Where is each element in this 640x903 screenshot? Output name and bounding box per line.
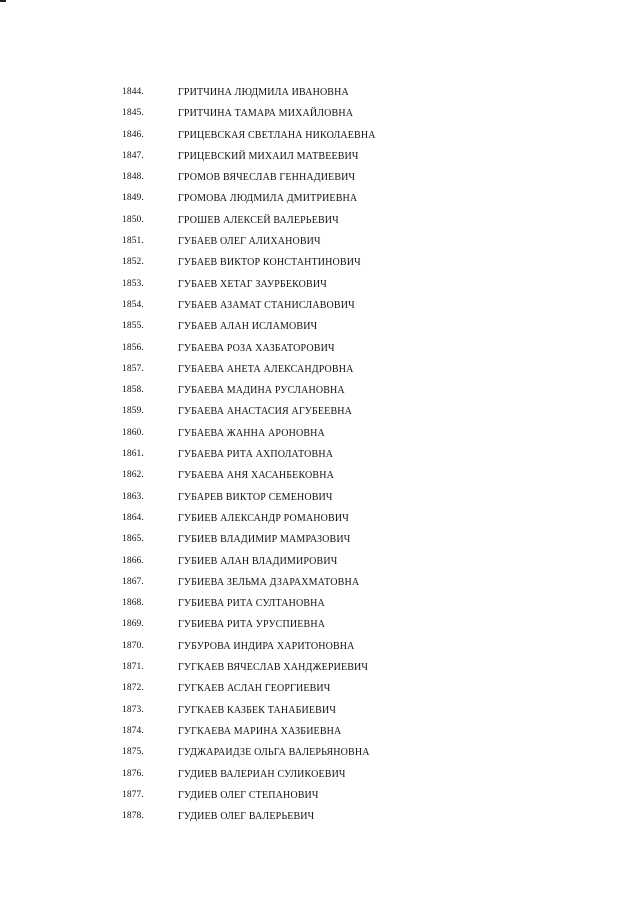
list-item bbox=[0, 636, 640, 657]
entry-name: ГУБИЕВА ЗЕЛЬМА ДЗАРАХМАТОВНА bbox=[178, 576, 360, 588]
list-item bbox=[0, 487, 640, 508]
list-item bbox=[0, 338, 640, 359]
entry-number: 1874. bbox=[122, 725, 144, 736]
entry-number: 1868. bbox=[122, 598, 144, 609]
list-item bbox=[0, 444, 640, 465]
entry-name: ГУГКАЕВ КАЗБЕК ТАНАБИЕВИЧ bbox=[178, 704, 336, 716]
list-item bbox=[0, 742, 640, 763]
list-item bbox=[0, 572, 640, 593]
list-item bbox=[0, 785, 640, 806]
list-item bbox=[0, 593, 640, 614]
entry-number: 1876. bbox=[122, 768, 144, 779]
entry-name: ГУБАЕВА РОЗА ХАЗБАТОРОВИЧ bbox=[178, 342, 335, 354]
entry-name: ГРОМОВ ВЯЧЕСЛАВ ГЕННАДИЕВИЧ bbox=[178, 172, 356, 184]
entry-number: 1853. bbox=[122, 278, 144, 289]
entry-number: 1844. bbox=[122, 87, 144, 97]
entry-number: 1869. bbox=[122, 619, 144, 630]
list-item bbox=[0, 231, 640, 252]
entry-number: 1848. bbox=[122, 172, 144, 183]
entry-number: 1860. bbox=[122, 427, 144, 438]
entry-name: ГРИТЧИНА ЛЮДМИЛА ИВАНОВНА bbox=[178, 87, 349, 98]
entry-name: ГРОМОВА ЛЮДМИЛА ДМИТРИЕВНА bbox=[178, 193, 358, 205]
entry-number: 1878. bbox=[122, 811, 144, 822]
list-item bbox=[0, 700, 640, 721]
entry-number: 1849. bbox=[122, 193, 144, 204]
entry-number: 1863. bbox=[122, 491, 144, 502]
list-item bbox=[0, 252, 640, 273]
entry-name: ГУГКАЕВ АСЛАН ГЕОРГИЕВИЧ bbox=[178, 683, 331, 695]
entry-number: 1877. bbox=[122, 789, 144, 800]
list-item bbox=[0, 125, 640, 146]
entry-name: ГУБАЕВА АНЯ ХАСАНБЕКОВНА bbox=[178, 470, 334, 482]
scan-corner-mark bbox=[0, 0, 6, 2]
entry-name: ГУБИЕВ ВЛАДИМИР МАМРАЗОВИЧ bbox=[178, 534, 351, 546]
entry-number: 1875. bbox=[122, 747, 144, 758]
entry-name: ГУБАЕВА МАДИНА РУСЛАНОВНА bbox=[178, 385, 345, 397]
list-item bbox=[0, 678, 640, 699]
list-item bbox=[0, 380, 640, 401]
entry-number: 1865. bbox=[122, 534, 144, 545]
list-item bbox=[0, 657, 640, 678]
list-item bbox=[0, 359, 640, 380]
entry-name: ГУБАЕВ ОЛЕГ АЛИХАНОВИЧ bbox=[178, 236, 321, 248]
entry-name: ГУБАЕВ АЗАМАТ СТАНИСЛАВОВИЧ bbox=[178, 299, 355, 311]
entry-number: 1854. bbox=[122, 299, 144, 310]
list-item bbox=[0, 764, 640, 785]
entry-number: 1866. bbox=[122, 555, 144, 566]
list-item bbox=[0, 423, 640, 444]
list-item bbox=[0, 806, 640, 827]
entry-number: 1871. bbox=[122, 662, 144, 673]
entry-number: 1846. bbox=[122, 129, 144, 140]
entry-number: 1864. bbox=[122, 512, 144, 523]
list-item bbox=[0, 316, 640, 337]
entry-number: 1852. bbox=[122, 257, 144, 268]
entry-name: ГУДИЕВ ВАЛЕРИАН СУЛИКОЕВИЧ bbox=[178, 768, 346, 780]
entry-number: 1873. bbox=[122, 704, 144, 715]
entry-number: 1855. bbox=[122, 321, 144, 332]
entry-number: 1845. bbox=[122, 108, 144, 119]
list-item bbox=[0, 551, 640, 572]
entry-number: 1850. bbox=[122, 214, 144, 225]
entry-name: ГУБИЕВ АЛЕКСАНДР РОМАНОВИЧ bbox=[178, 512, 349, 524]
list-item bbox=[0, 103, 640, 124]
list-item bbox=[0, 529, 640, 550]
list-item bbox=[0, 82, 640, 103]
list-item bbox=[0, 188, 640, 209]
list-item bbox=[0, 465, 640, 486]
list-item bbox=[0, 401, 640, 422]
entry-number: 1859. bbox=[122, 406, 144, 417]
entry-number: 1861. bbox=[122, 449, 144, 460]
list-item bbox=[0, 508, 640, 529]
entry-name: ГУГКАЕВ ВЯЧЕСЛАВ ХАНДЖЕРИЕВИЧ bbox=[178, 662, 369, 674]
entry-number: 1857. bbox=[122, 363, 144, 374]
entry-number: 1851. bbox=[122, 236, 144, 247]
entry-name: ГУБИЕВ АЛАН ВЛАДИМИРОВИЧ bbox=[178, 555, 338, 567]
entry-name: ГУБАЕВА РИТА АХПОЛАТОВНА bbox=[178, 449, 334, 461]
entry-name: ГУДИЕВ ОЛЕГ СТЕПАНОВИЧ bbox=[178, 789, 319, 801]
entry-number: 1870. bbox=[122, 640, 144, 651]
entry-number: 1867. bbox=[122, 576, 144, 587]
list-item bbox=[0, 614, 640, 635]
entry-number: 1862. bbox=[122, 470, 144, 481]
entry-name: ГРОШЕВ АЛЕКСЕЙ ВАЛЕРЬЕВИЧ bbox=[178, 214, 339, 226]
list-item bbox=[0, 721, 640, 742]
list-item bbox=[0, 167, 640, 188]
entry-name: ГУГКАЕВА МАРИНА ХАЗБИЕВНА bbox=[178, 725, 342, 737]
entry-number: 1856. bbox=[122, 342, 144, 353]
list-item bbox=[0, 295, 640, 316]
name-list bbox=[0, 82, 640, 827]
entry-name: ГУБАЕВ ХЕТАГ ЗАУРБЕКОВИЧ bbox=[178, 278, 327, 290]
entry-name: ГУБИЕВА РИТА УРУСПИЕВНА bbox=[178, 619, 326, 631]
entry-name: ГУБАЕВА АНЕТА АЛЕКСАНДРОВНА bbox=[178, 363, 354, 375]
entry-name: ГУБАРЕВ ВИКТОР СЕМЕНОВИЧ bbox=[178, 491, 333, 503]
entry-name: ГУБУРОВА ИНДИРА ХАРИТОНОВНА bbox=[178, 640, 355, 652]
list-item bbox=[0, 210, 640, 231]
entry-name: ГУБАЕВ ВИКТОР КОНСТАНТИНОВИЧ bbox=[178, 257, 361, 269]
entry-name: ГРИТЧИНА ТАМАРА МИХАЙЛОВНА bbox=[178, 108, 354, 120]
entry-name: ГУДЖАРАИДЗЕ ОЛЬГА ВАЛЕРЬЯНОВНА bbox=[178, 747, 370, 759]
entry-number: 1872. bbox=[122, 683, 144, 694]
entry-name: ГРИЦЕВСКИЙ МИХАИЛ МАТВЕЕВИЧ bbox=[178, 150, 359, 162]
entry-name: ГУДИЕВ ОЛЕГ ВАЛЕРЬЕВИЧ bbox=[178, 811, 315, 823]
entry-number: 1847. bbox=[122, 150, 144, 161]
entry-name: ГУБАЕВ АЛАН ИСЛАМОВИЧ bbox=[178, 321, 318, 333]
list-item bbox=[0, 274, 640, 295]
entry-number: 1858. bbox=[122, 385, 144, 396]
entry-name: ГУБАЕВА АНАСТАСИЯ АГУБЕЕВНА bbox=[178, 406, 353, 418]
entry-name: ГУБАЕВА ЖАННА АРОНОВНА bbox=[178, 427, 325, 439]
entry-name: ГУБИЕВА РИТА СУЛТАНОВНА bbox=[178, 598, 325, 610]
list-item bbox=[0, 146, 640, 167]
entry-name: ГРИЦЕВСКАЯ СВЕТЛАНА НИКОЛАЕВНА bbox=[178, 129, 376, 141]
